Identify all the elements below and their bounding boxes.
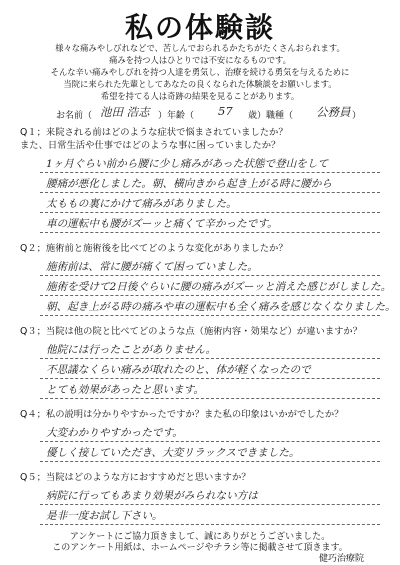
answer-4-line-1: 大変わかりやすかったです。 <box>46 427 183 439</box>
answer-2-line-2: 施術を受けて2日後ぐらいに腰の痛みがズーッと消えた感じがしました。 <box>46 281 392 293</box>
answer-divider <box>40 441 380 442</box>
intro-line: 様々な痛みやしびれなどで、苦しんでおられるかたちがたくさんおられます。 <box>55 43 345 53</box>
name-label: お名前（ <box>56 111 93 121</box>
answer-4-line-2: 優しく接していただき、大変リラックスできました。 <box>46 447 300 459</box>
answer-divider <box>40 192 380 193</box>
answer-2-line-1: 施術前は、常に腰が痛くて困っていました。 <box>46 261 258 273</box>
answer-divider <box>40 315 380 316</box>
answer-5-line-2: 是非一度お試し下さい。 <box>46 510 163 522</box>
answer-1-line-1: 1ヶ月ぐらい前から腰に少し痛みがあった状態で登山をして <box>46 158 329 170</box>
answer-divider <box>40 172 380 173</box>
answer-divider <box>40 295 380 296</box>
answer-5-line-1: 病院に行ってもあまり効果がみられない方は <box>46 490 258 502</box>
question-1-line-1: Q１；来院される前はどのような症状で悩まされていましたか？ <box>20 127 288 138</box>
job-label: 歳）職種（ <box>248 111 294 121</box>
intro-line: 当院に来られた先輩としてあなたの良くなられた体験談をお願いします。 <box>63 79 337 89</box>
clinic-name: 健巧治療院 <box>318 554 364 564</box>
age-value: 57 <box>218 104 233 118</box>
answer-divider <box>40 232 380 233</box>
job-value: 公務員 <box>316 105 351 119</box>
page-title: 私の体験談 <box>124 11 275 44</box>
answer-divider <box>40 358 380 359</box>
answer-divider <box>40 378 380 379</box>
intro-line: そんな辛い痛みやしびれを持つ人達を勇気し、治療を続ける勇気を与えるために <box>50 67 350 77</box>
answer-3-line-1: 他院には行ったことがありません。 <box>46 344 217 356</box>
answer-1-line-4: 車の運転中も腰がズーッと痛くて辛かったです。 <box>46 218 278 230</box>
answer-1-line-2: 腰痛が悪化しました。朝、横向きから起き上がる時に腰から <box>46 178 333 190</box>
answer-3-line-2: 不思議なくらい痛みが取れたのと、体が軽くなったので <box>46 364 311 376</box>
job-close: ） <box>352 111 362 121</box>
name-value: 池田 浩志 <box>100 105 150 119</box>
answer-divider <box>40 398 380 399</box>
question-1-line-2: また、日常生活や仕事ではどのような事に困っていましたか？ <box>20 140 281 151</box>
footer-note: このアンケート用紙は、ホームページやチラシ等に掲載させて頂きます。 <box>52 543 348 553</box>
question-4: Q４；私の説明は分かりやすかったですか？また私の印象はいかがでしたか？ <box>20 409 344 420</box>
footer-thanks: アンケートにご協力頂きまして、誠にありがとうございました。 <box>69 532 331 542</box>
answer-1-line-3: 太ももの裏にかけて痛みがありました。 <box>46 198 237 210</box>
intro-line: 希望を持てる人は奇跡の結果を見ることがあります。 <box>100 91 300 101</box>
answer-divider <box>40 461 380 462</box>
age-label: ）年齢（ <box>158 111 195 121</box>
answer-divider <box>40 212 380 213</box>
answer-divider <box>40 524 380 525</box>
intro-line: 痛みを持つ人はひとりでは不安になるものです。 <box>109 55 291 65</box>
question-3: Q３；当院は他の院と比べてどのような点（施術内容・効果など）が違いますか？ <box>20 326 363 337</box>
answer-3-line-3: とても効果があったと思います。 <box>46 384 204 396</box>
answer-divider <box>40 275 380 276</box>
answer-2-line-3: 朝、起き上がる時の痛みや車の運転中も全く痛みを感じなくなりました。 <box>46 301 396 313</box>
question-5: Q５；当院はどのような方におすすめだと思いますか？ <box>20 472 251 483</box>
question-2: Q２；施術前と施術後を比べてどのような変化がありましたか？ <box>20 243 288 254</box>
answer-divider <box>40 504 380 505</box>
